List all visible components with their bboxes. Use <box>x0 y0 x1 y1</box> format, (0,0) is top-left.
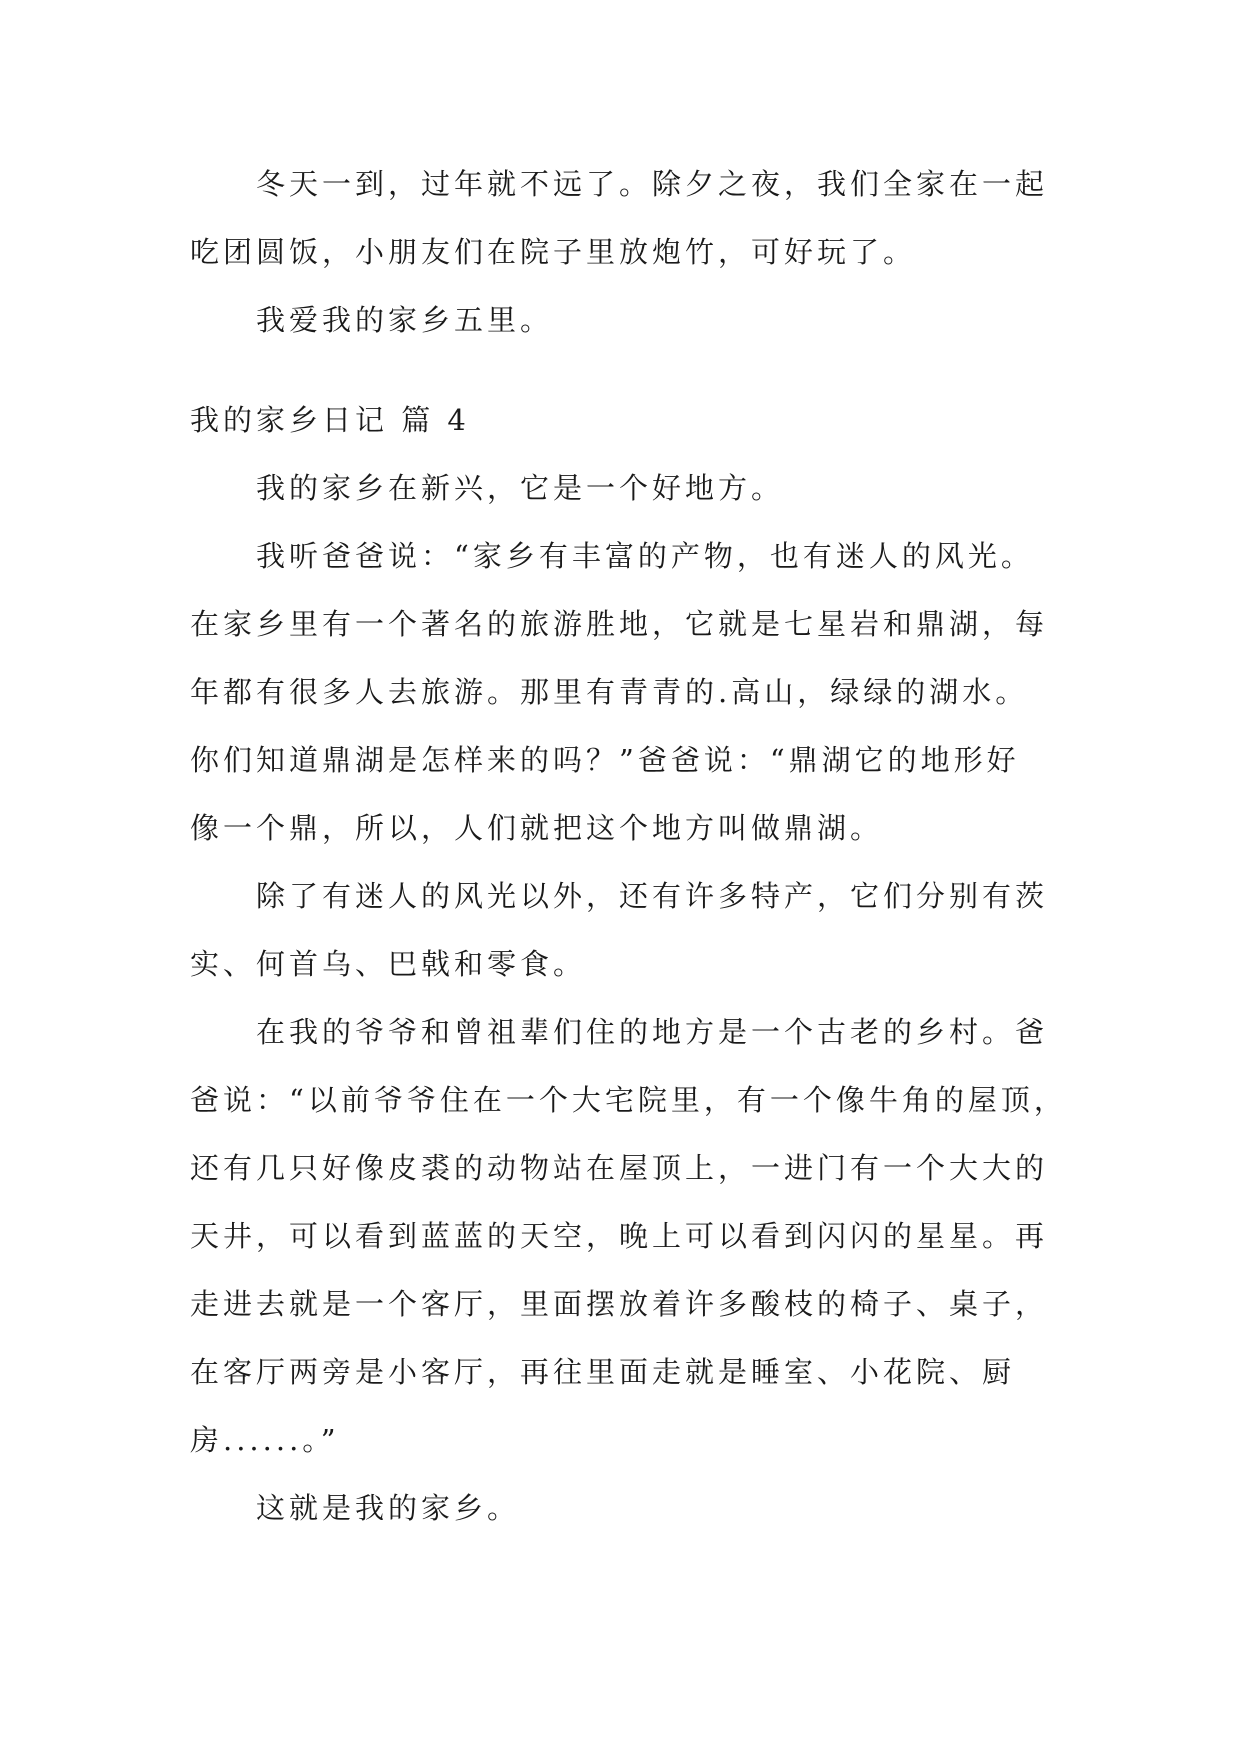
paragraph-line: 爸说：“以前爷爷住在一个大宅院里，有一个像牛角的屋顶， <box>190 1083 1067 1117</box>
paragraph-line: 我听爸爸说：“家乡有丰富的产物，也有迷人的风光。 <box>256 539 1034 573</box>
paragraph-line: 这就是我的家乡。 <box>256 1491 521 1525</box>
paragraph-line: 实、何首乌、巴戟和零食。 <box>190 947 587 981</box>
paragraph-line: 冬天一到，过年就不远了。除夕之夜，我们全家在一起 <box>256 167 1049 201</box>
paragraph-line: 我爱我的家乡五里。 <box>256 303 554 337</box>
paragraph-line: 除了有迷人的风光以外，还有许多特产，它们分别有茨 <box>256 879 1049 913</box>
paragraph-line: 还有几只好像皮裘的动物站在屋顶上，一进门有一个大大的 <box>190 1151 1049 1185</box>
paragraph-line: 在客厅两旁是小客厅，再往里面走就是睡室、小花院、厨 <box>190 1355 1016 1389</box>
paragraph-line: 在我的爷爷和曾祖辈们住的地方是一个古老的乡村。爸 <box>256 1015 1049 1049</box>
section-heading: 我的家乡日记 篇 4 <box>190 403 470 437</box>
paragraph-line: 房......。” <box>190 1423 340 1457</box>
paragraph-line: 你们知道鼎湖是怎样来的吗？”爸爸说：“鼎湖它的地形好 <box>190 743 1020 777</box>
paragraph-line: 像一个鼎，所以，人们就把这个地方叫做鼎湖。 <box>190 811 884 845</box>
paragraph-line: 走进去就是一个客厅，里面摆放着许多酸枝的椅子、桌子， <box>190 1287 1049 1321</box>
paragraph-line: 年都有很多人去旅游。那里有青青的.高山，绿绿的湖水。 <box>190 675 1029 709</box>
paragraph-line: 在家乡里有一个著名的旅游胜地，它就是七星岩和鼎湖，每 <box>190 607 1049 641</box>
paragraph-line: 吃团圆饭，小朋友们在院子里放炮竹，可好玩了。 <box>190 235 917 269</box>
paragraph-line: 我的家乡在新兴，它是一个好地方。 <box>256 471 785 505</box>
paragraph-line: 天井，可以看到蓝蓝的天空，晚上可以看到闪闪的星星。再 <box>190 1219 1049 1253</box>
